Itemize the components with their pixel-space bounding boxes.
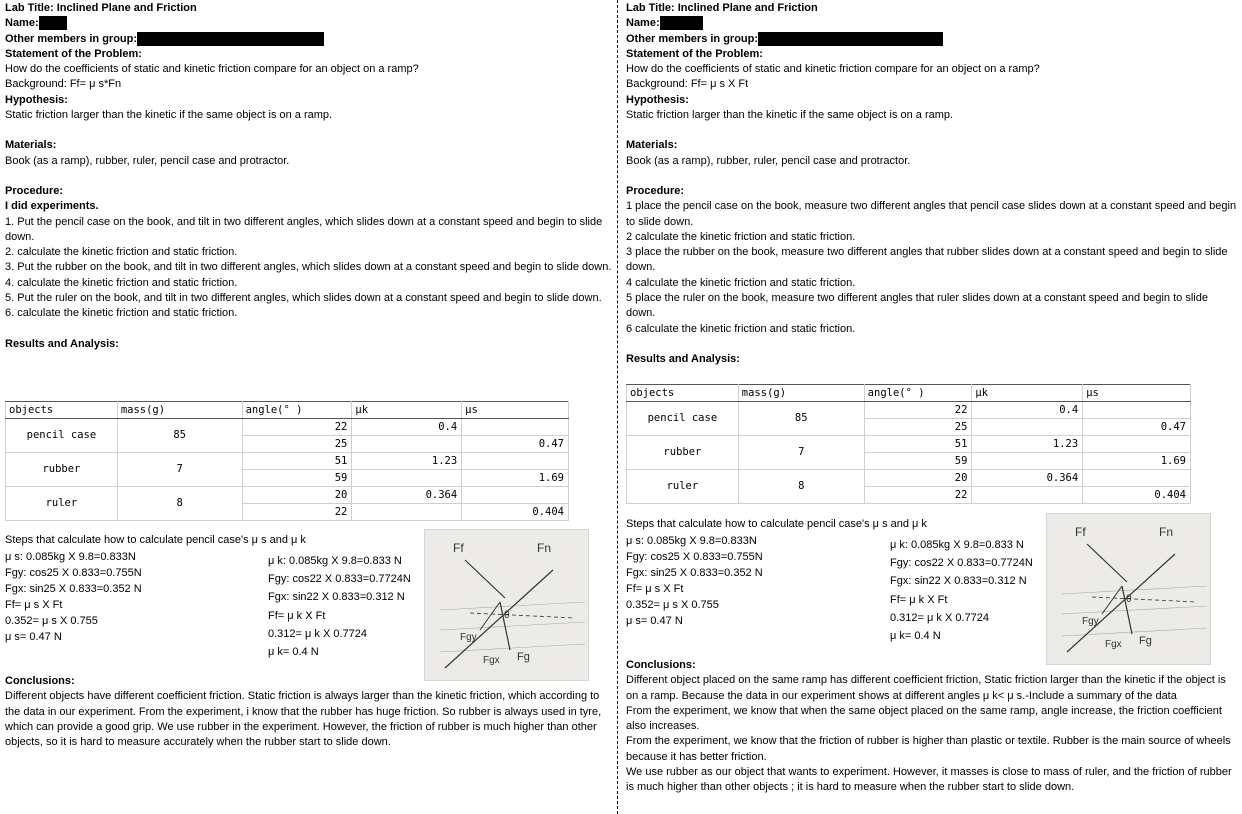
header-us: μs xyxy=(462,402,569,419)
step-line: Fgx: sin25 X 0.833=0.352 N xyxy=(5,583,142,596)
hypothesis-heading: Hypothesis: xyxy=(5,93,68,106)
label-fgy: Fgy xyxy=(1082,616,1099,627)
cell-empty xyxy=(462,487,569,504)
cell-angle: 25 xyxy=(242,436,352,453)
label-ff: Ff xyxy=(453,541,464,555)
cell-empty xyxy=(1083,470,1191,487)
cell-mass: 85 xyxy=(738,402,864,436)
procedure-step: 5. Put the ruler on the book, and tilt in two different angles, which slides down at a constant speed and begin to slide down. xyxy=(5,292,602,305)
cell-us: 0.404 xyxy=(1083,487,1191,504)
problem-text: How do the coefficients of static and kinetic friction compare for an object on a ramp? xyxy=(5,63,419,76)
cell-angle: 51 xyxy=(242,453,352,470)
step-line: μ s= 0.47 N xyxy=(626,615,683,628)
group-redaction xyxy=(137,32,324,46)
table-row xyxy=(6,419,569,436)
step-line: Ff= μ k X Ft xyxy=(890,593,948,606)
steps-heading: Steps that calculate how to calculate pencil case's μ s and μ k xyxy=(5,534,306,546)
procedure-heading: Procedure: xyxy=(5,184,64,197)
cell-uk: 0.364 xyxy=(972,470,1083,487)
step-line: Fgy: cos25 X 0.833=0.755N xyxy=(626,551,763,564)
header-mass: mass(g) xyxy=(738,385,864,402)
results-heading: Results and Analysis: xyxy=(626,352,740,365)
cell-us: 1.69 xyxy=(462,470,569,487)
step-line: μ s= 0.47 N xyxy=(5,631,62,644)
name-row xyxy=(5,16,612,31)
label-fn: Fn xyxy=(1159,525,1174,539)
cell-uk: 0.4 xyxy=(972,402,1083,419)
step-line: 0.352= μ s X 0.755 xyxy=(626,599,719,612)
force-diagram xyxy=(425,530,588,680)
materials-text: Book (as a ramp), rubber, ruler, pencil case and protractor. xyxy=(5,154,290,167)
step-line: Fgy: cos22 X 0.833=0.7724N xyxy=(268,573,411,586)
cell-object: pencil case xyxy=(6,419,118,453)
label-ff: Ff xyxy=(1075,525,1086,539)
procedure-step: 6 calculate the kinetic friction and static friction. xyxy=(626,322,856,335)
table-header-row xyxy=(6,402,569,419)
right-page xyxy=(626,1,1238,367)
problem-text: How do the coefficients of static and kinetic friction compare for an object on a ramp? xyxy=(626,63,1040,76)
cell-uk: 1.23 xyxy=(352,453,462,470)
label-theta: θ xyxy=(1126,594,1132,605)
name-row xyxy=(626,16,1238,31)
procedure-step: 1. Put the pencil case on the book, and tilt in two different angles, which slides down at a constant speed and begin to slide down. xyxy=(5,215,603,243)
cell-mass: 8 xyxy=(117,487,242,521)
table-row xyxy=(627,436,1191,453)
background-text: Background: Ff= μ s X Ft xyxy=(626,78,749,91)
cell-us: 0.404 xyxy=(462,504,569,521)
table-row xyxy=(6,487,569,504)
cell-angle: 20 xyxy=(864,470,972,487)
name-label: Name: xyxy=(5,17,39,30)
cell-angle: 25 xyxy=(864,419,972,436)
header-uk: μk xyxy=(972,385,1083,402)
cell-empty xyxy=(1083,402,1191,419)
cell-uk: 0.364 xyxy=(352,487,462,504)
problem-heading: Statement of the Problem: xyxy=(5,47,142,60)
procedure-step: 2. calculate the kinetic friction and static friction. xyxy=(5,246,238,259)
cell-object: ruler xyxy=(6,487,118,521)
conclusions-paragraph: From the experiment, we know that when the same object placed on the same ramp, angle increase, the friction coefficient also increases. xyxy=(626,704,1222,733)
step-line: 0.352= μ s X 0.755 xyxy=(5,615,98,628)
cell-uk: 0.4 xyxy=(352,419,462,436)
step-line: Fgx: sin22 X 0.833=0.312 N xyxy=(268,591,405,604)
cell-empty xyxy=(972,453,1083,470)
label-fg: Fg xyxy=(1139,635,1152,647)
results-heading: Results and Analysis: xyxy=(5,337,119,350)
steps-static xyxy=(626,533,876,630)
procedure-step: 5 place the ruler on the book, measure two different angles that ruler slides down at a constant speed and begin to slide down. xyxy=(626,292,1208,320)
cell-angle: 22 xyxy=(864,487,972,504)
steps-kinetic xyxy=(268,552,428,661)
cell-empty xyxy=(1083,436,1191,453)
cell-angle: 51 xyxy=(864,436,972,453)
procedure-step: 4 calculate the kinetic friction and static friction. xyxy=(626,276,856,289)
cell-angle: 22 xyxy=(864,402,972,419)
conclusions xyxy=(5,674,612,750)
cell-angle: 22 xyxy=(242,419,352,436)
step-line: μ s: 0.085kg X 9.8=0.833N xyxy=(5,551,136,563)
header-mass: mass(g) xyxy=(117,402,242,419)
results-table xyxy=(5,401,569,521)
cell-empty xyxy=(462,453,569,470)
cell-us: 0.47 xyxy=(462,436,569,453)
background-text: Background: Ff= μ s*Fn xyxy=(5,78,122,91)
materials-heading: Materials: xyxy=(5,139,57,152)
cell-object: rubber xyxy=(627,436,739,470)
conclusions xyxy=(626,658,1238,796)
lab-title: Lab Title: Inclined Plane and Friction xyxy=(626,2,818,14)
step-line: Ff= μ k X Ft xyxy=(268,609,326,622)
procedure-step: 4. calculate the kinetic friction and static friction. xyxy=(5,276,238,289)
label-fgx: Fgx xyxy=(1105,639,1122,650)
step-line: μ s: 0.085kg X 9.8=0.833N xyxy=(626,535,757,547)
cell-object: pencil case xyxy=(627,402,739,436)
force-diagram-photo xyxy=(1046,513,1211,665)
cell-mass: 85 xyxy=(117,419,242,453)
label-fgy: Fgy xyxy=(460,632,477,643)
procedure-step: 6. calculate the kinetic friction and static friction. xyxy=(5,307,238,320)
left-page xyxy=(5,1,612,352)
force-diagram xyxy=(1047,514,1210,664)
group-redaction xyxy=(758,32,943,46)
page-divider xyxy=(617,0,618,814)
conclusions-paragraph: Different object placed on the same ramp has different coefficient friction, Static friction larger than the kinetic if the object is on a ramp. Because the data in our experiment shows at different angles μ k< μ s.-Include a summary of the data xyxy=(626,674,1226,702)
table-header-row xyxy=(627,385,1191,402)
header-objects: objects xyxy=(627,385,739,402)
cell-us: 1.69 xyxy=(1083,453,1191,470)
table-row xyxy=(6,453,569,470)
cell-mass: 7 xyxy=(738,436,864,470)
label-theta: θ xyxy=(504,610,510,621)
step-line: 0.312= μ k X 0.7724 xyxy=(268,627,367,640)
step-line: μ k: 0.085kg X 9.8=0.833 N xyxy=(890,539,1024,551)
group-row xyxy=(5,32,612,47)
conclusions-heading: Conclusions: xyxy=(626,659,696,671)
steps-static xyxy=(5,549,255,646)
step-line: Ff= μ s X Ft xyxy=(626,583,684,596)
group-label: Other members in group: xyxy=(5,32,138,45)
cell-angle: 59 xyxy=(864,453,972,470)
step-line: Fgx: sin25 X 0.833=0.352 N xyxy=(626,567,763,580)
cell-us: 0.47 xyxy=(1083,419,1191,436)
procedure-step: 3. Put the rubber on the book, and tilt in two different angles, which slides down at a constant speed and begin to slide down. xyxy=(5,261,612,274)
results-table xyxy=(626,384,1191,504)
cell-empty xyxy=(972,487,1083,504)
conclusions-paragraph: We use rubber as our object that wants to experiment. However, it masses is close to mass of ruler, and the friction of rubber is much higher than other objects ; it is hard to measure when the rubber start to slide down. xyxy=(626,766,1232,794)
table-row xyxy=(627,470,1191,487)
procedure-step: 2 calculate the kinetic friction and static friction. xyxy=(626,230,856,243)
header-angle: angle(° ) xyxy=(242,402,352,419)
procedure-heading: Procedure: xyxy=(626,184,685,197)
cell-empty xyxy=(352,470,462,487)
header-us: μs xyxy=(1083,385,1191,402)
step-line: μ k: 0.085kg X 9.8=0.833 N xyxy=(268,555,402,567)
conclusions-heading: Conclusions: xyxy=(5,675,75,687)
steps-kinetic xyxy=(890,536,1050,645)
group-row xyxy=(626,32,1238,47)
label-fg: Fg xyxy=(517,651,530,663)
procedure-step: 1 place the pencil case on the book, measure two different angles that pencil case slides down at a constant speed and begin to slide down. xyxy=(626,200,1237,228)
cell-angle: 20 xyxy=(242,487,352,504)
step-line: μ k= 0.4 N xyxy=(268,646,319,659)
label-fgx: Fgx xyxy=(483,655,500,666)
cell-angle: 59 xyxy=(242,470,352,487)
header-objects: objects xyxy=(6,402,118,419)
cell-object: rubber xyxy=(6,453,118,487)
step-line: Fgx: sin22 X 0.833=0.312 N xyxy=(890,575,1027,588)
cell-mass: 7 xyxy=(117,453,242,487)
cell-empty xyxy=(462,419,569,436)
label-fn: Fn xyxy=(537,541,552,555)
hypothesis-text: Static friction larger than the kinetic if the same object is on a ramp. xyxy=(5,109,333,122)
name-redaction xyxy=(660,16,703,30)
force-diagram-photo xyxy=(424,529,589,681)
procedure-step: 3 place the rubber on the book, measure two different angles that rubber slides down at a constant speed and begin to slide down. xyxy=(626,246,1228,274)
step-line: 0.312= μ k X 0.7724 xyxy=(890,611,989,624)
problem-heading: Statement of the Problem: xyxy=(626,47,763,60)
step-line: Ff= μ s X Ft xyxy=(5,599,63,612)
cell-empty xyxy=(972,419,1083,436)
hypothesis-heading: Hypothesis: xyxy=(626,93,689,106)
cell-empty xyxy=(352,436,462,453)
header-angle: angle(° ) xyxy=(864,385,972,402)
step-line: Fgy: cos25 X 0.833=0.755N xyxy=(5,567,142,580)
lab-title: Lab Title: Inclined Plane and Friction xyxy=(5,2,197,14)
cell-mass: 8 xyxy=(738,470,864,504)
procedure-intro: I did experiments. xyxy=(5,200,99,213)
header-uk: μk xyxy=(352,402,462,419)
name-label: Name: xyxy=(626,17,660,30)
conclusions-paragraph: From the experiment, we know that the friction of rubber is higher than plastic or textile. Rubber is the main source of wheels because it has better friction. xyxy=(626,735,1231,763)
steps-heading: Steps that calculate how to calculate pencil case's μ s and μ k xyxy=(626,518,927,530)
group-label: Other members in group: xyxy=(626,32,759,45)
step-line: μ k= 0.4 N xyxy=(890,630,941,643)
cell-object: ruler xyxy=(627,470,739,504)
cell-empty xyxy=(352,504,462,521)
hypothesis-text: Static friction larger than the kinetic if the same object is on a ramp. xyxy=(626,109,954,122)
materials-heading: Materials: xyxy=(626,139,678,152)
cell-angle: 22 xyxy=(242,504,352,521)
step-line: Fgy: cos22 X 0.833=0.7724N xyxy=(890,557,1033,570)
materials-text: Book (as a ramp), rubber, ruler, pencil case and protractor. xyxy=(626,154,911,167)
name-redaction xyxy=(39,16,67,30)
table-row xyxy=(627,402,1191,419)
conclusions-text: Different objects have different coefficient friction. Static friction is always larger than the kinetic friction, which according to the data in our experiment. From the experiment, i know that the rubber has huge friction. So rubber is always used in tyre, which can provide a good grip. We use rubber in the experiment. However, the friction of rubber is much higher than other objects, so it is hard to measure accurately when the rubber start to slide down. xyxy=(5,690,602,749)
cell-uk: 1.23 xyxy=(972,436,1083,453)
